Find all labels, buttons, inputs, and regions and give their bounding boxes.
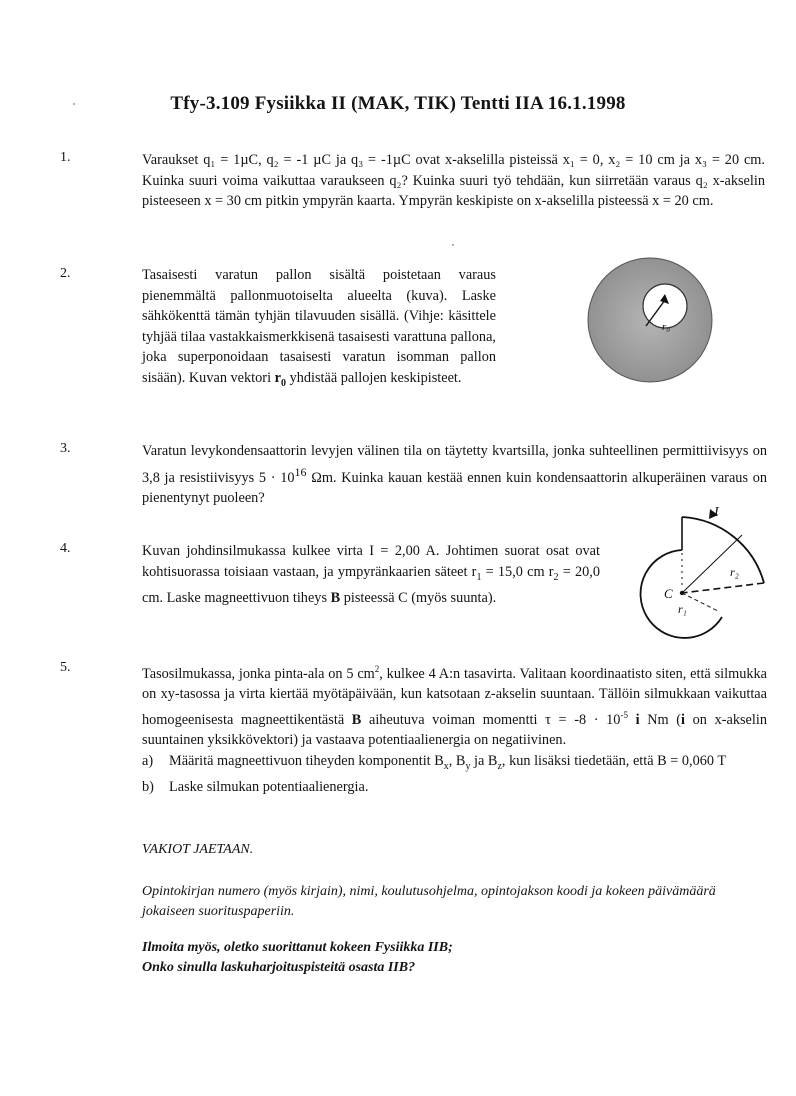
question-5-number: 5. bbox=[60, 660, 71, 675]
question-2-text-main: Tasaisesti varatun pallon sisältä poistetaan varaus pienemmältä pallonmuotoiselta alueelta (kuva). Laske sähkökenttä tämän tyhjän tilavuuden sisällä. (Vihje: käsittele tyhjää tilaa vastakkaismerkkisenä tasaisesti varattuna pallona, joka superponoidaan tasaisesti varatun isomman pallon sisään). Kuvan vektori bbox=[142, 267, 496, 386]
question-1-text: Varaukset q₁ = 1µC, q₂ = -1 µC ja q₃ = -1µC ovat x-akselilla pisteissä x₁ = 0, x₂ = 10 cm ja x₃ = 20 cm. Kuinka suuri voima vaikuttaa varaukseen q₂? Kuinka suuri työ tehdään, kun siirretään varaus q₂ x-akselin pisteeseen x = 30 cm pitkin ympyrän kaarta. Ympyrän keskipiste on x-akselilla pisteessä x = 20 cm. bbox=[142, 152, 765, 209]
question-3-number: 3. bbox=[60, 441, 71, 456]
scan-speck bbox=[73, 103, 75, 105]
radius-r2-line bbox=[682, 535, 742, 593]
straight-wire-lower bbox=[682, 583, 764, 593]
r0-label: r₀ bbox=[662, 321, 671, 333]
question-4-number: 4. bbox=[60, 541, 71, 556]
registration-note bbox=[142, 938, 742, 978]
current-loop-figure bbox=[630, 505, 770, 635]
charged-sphere-figure bbox=[586, 256, 716, 386]
question-1-number: 1. bbox=[60, 150, 71, 165]
r1-label: r₁ bbox=[678, 602, 687, 616]
registration-line-1: Ilmoita myös, oletko suorittanut kokeen Fysiikka IIB; bbox=[142, 940, 453, 955]
point-C-label: C bbox=[664, 586, 673, 601]
question-2-text-end: yhdistää pallojen keskipisteet. bbox=[289, 369, 462, 386]
instructions-note: Opintokirjan numero (myös kirjain), nimi, koulutusohjelma, opintojakson koodi ja kokeen päivämäärä jokaiseen suorituspaperiin. bbox=[142, 884, 716, 919]
question-5-part-b: b) Laske silmukan potentiaalienergia. bbox=[142, 778, 369, 795]
scan-speck bbox=[452, 244, 454, 246]
question-5-part-a: a) Määritä magneettivuon tiheyden komponentit $B_x$, $B_y$ ja $B_z$, kun lisäksi tiedetään, että B = 0,060 T bbox=[142, 752, 727, 772]
question-2-number: 2. bbox=[60, 266, 71, 281]
r2-label: r₂ bbox=[730, 565, 739, 579]
registration-line-2: Onko sinulla laskuharjoituspisteitä osasta IIB? bbox=[142, 960, 416, 975]
constants-note: VAKIOT JAETAAN. bbox=[142, 842, 254, 857]
question-4-text: Kuvan johdinsilmukassa kulkee virta I = 2,00 A. Johtimen suorat osat ovat kohtisuorassa toisiaan vastaan, ja ympyränkaarien säteet $r_1 = 15,0$ cm $r_2 = 20,0$ cm. Laske magneettivuon tiheys B pisteessä C (myös suunta). bbox=[142, 543, 601, 606]
question-5-text: Tasosilmukassa, jonka pinta-ala on 5 $cm^2$, kulkee 4 A:n tasavirta. Valitaan koordinaatisto siten, että silmukka on xy-tasossa ja virta kiertää myötäpäivään, kun katsotaan z-akselin suuntaan. Tällöin silmukkaan vaikuttaa homogeenisesta magneettikentästä B aiheutuva voiman momentti $\tau = -8 \cdot 10^{-5}$ i Nm (i on x-akselin suuntainen yksikkövektori) ja vastaava potentiaalienergia on negatiivinen. a) Määritä magneettivuon tiheyden komponentit $B_x$, $B_y$ ja $B_z$, kun lisäksi tiedetään, että B = 0,060 T b) Laske silmukan potentiaalienergia. bbox=[142, 659, 767, 797]
exam-title: Tfy-3.109 Fysiikka II (MAK, TIK) Tentti IIA 16.1.1998 bbox=[170, 93, 626, 114]
radius-r1-line bbox=[682, 593, 718, 611]
question-2-text bbox=[142, 265, 496, 394]
point-C bbox=[680, 591, 684, 595]
question-5-parts bbox=[142, 751, 767, 798]
vector-r0-symbol: $r_0$ bbox=[274, 369, 286, 389]
question-3-text: Varatun levykondensaattorin levyjen välinen tila on täytetty kvartsilla, jonka suhteellinen permittiivisyys on 3,8 ja resistiivisyys $5 \cdot 10^{16}$ Ωm. Kuinka kauan kestää ennen kuin kondensaattorin alkuperäinen varaus on pienentynyt puoleen? bbox=[142, 443, 767, 506]
current-label: I bbox=[714, 505, 719, 520]
outer-arc-r2 bbox=[682, 517, 764, 583]
vector-B-symbol: B bbox=[330, 589, 341, 606]
